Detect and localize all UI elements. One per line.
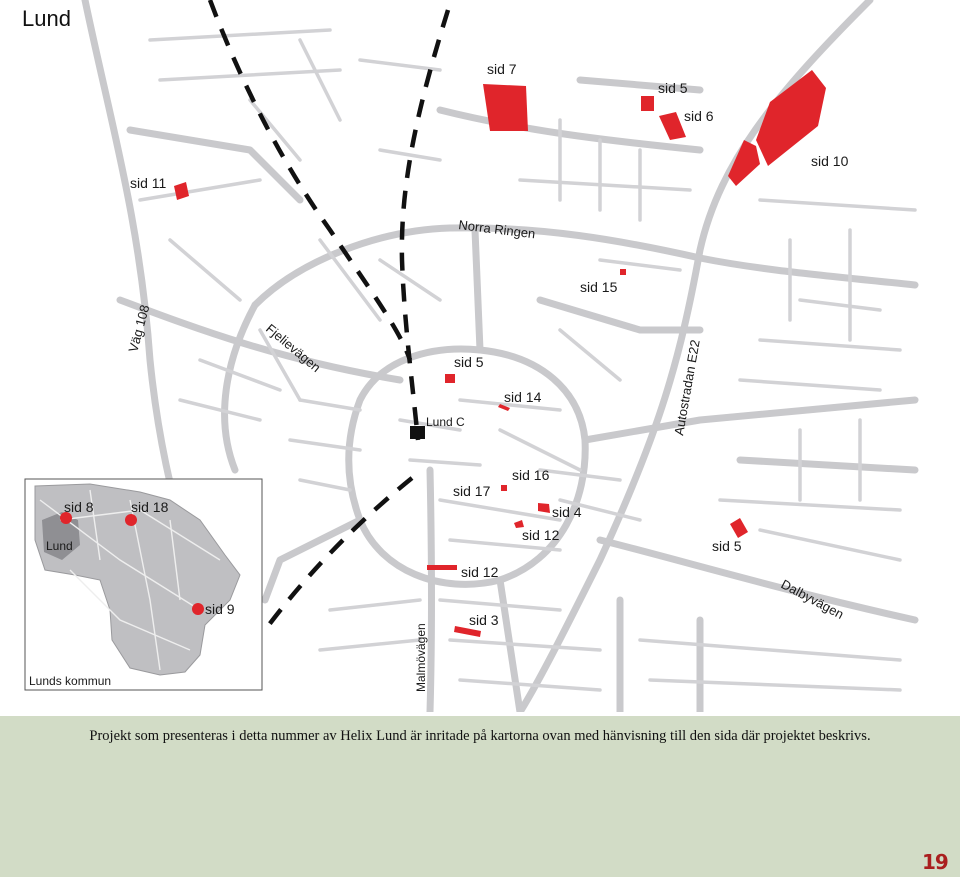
inset-marker-sid18[interactable] xyxy=(125,514,137,526)
inset-marker-sid9[interactable] xyxy=(192,603,204,615)
dalbyvagen-label: Dalbyvägen xyxy=(778,576,847,622)
label-sid12-a: sid 12 xyxy=(522,527,560,543)
malmovagen-label: Malmövägen xyxy=(414,623,428,692)
autostradan-label: Autostradan E22 xyxy=(671,338,703,437)
inset-caption: Lunds kommun xyxy=(29,674,112,688)
label-sid11: sid 11 xyxy=(130,175,167,191)
inset-label-sid8: sid 8 xyxy=(64,499,94,515)
marker-sid11[interactable] xyxy=(174,182,189,200)
inset-label-sid9: sid 9 xyxy=(205,601,235,617)
marker-sid4[interactable] xyxy=(538,503,550,513)
caption-text: Projekt som presenteras i detta nummer av Helix Lund är inritade på kartorna ovan med hänvisning till den sida där projektet beskrivs. xyxy=(89,728,871,744)
marker-sid15[interactable] xyxy=(620,269,626,275)
marker-sid7[interactable] xyxy=(483,84,528,131)
marker-sid6[interactable] xyxy=(659,112,686,140)
marker-sid16[interactable] xyxy=(501,485,507,491)
label-sid5-center: sid 5 xyxy=(454,354,484,370)
norra-ringen-label: Norra Ringen xyxy=(457,217,537,242)
label-sid16: sid 16 xyxy=(512,467,550,483)
vag-108-label: Väg 108 xyxy=(125,303,153,354)
inset-label-sid18: sid 18 xyxy=(131,499,169,515)
station-label: Lund C xyxy=(426,415,465,429)
label-sid14: sid 14 xyxy=(504,389,542,405)
marker-sid5-north[interactable] xyxy=(641,96,654,111)
inset-town-label: Lund xyxy=(46,539,73,553)
marker-sid5-center[interactable] xyxy=(445,374,455,383)
label-sid5-east: sid 5 xyxy=(712,538,742,554)
label-sid7: sid 7 xyxy=(487,61,517,77)
label-sid17: sid 17 xyxy=(453,483,491,499)
station-icon[interactable] xyxy=(410,426,425,439)
fjelievagen-label: Fjelievägen xyxy=(263,320,324,376)
label-sid12-b: sid 12 xyxy=(461,564,499,580)
label-sid10: sid 10 xyxy=(811,153,849,169)
label-sid4: sid 4 xyxy=(552,504,582,520)
marker-sid12-b[interactable] xyxy=(427,565,457,570)
map-title: Lund xyxy=(22,6,71,31)
page-number: 19 xyxy=(922,850,948,874)
marker-sid5-east[interactable] xyxy=(730,518,748,538)
label-sid15: sid 15 xyxy=(580,279,618,295)
label-sid3: sid 3 xyxy=(469,612,499,628)
label-sid5-north: sid 5 xyxy=(658,80,688,96)
label-sid6: sid 6 xyxy=(684,108,714,124)
inset-map[interactable] xyxy=(25,479,262,690)
